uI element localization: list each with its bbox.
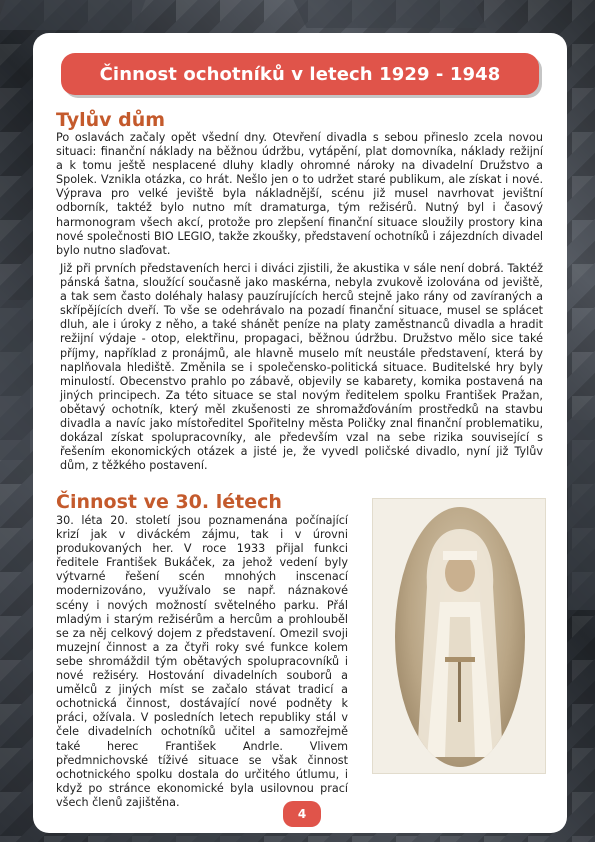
stone-texture bbox=[568, 420, 595, 610]
stone-texture bbox=[90, 832, 250, 842]
section-heading-tyluv-dum: Tylův dům bbox=[56, 109, 166, 131]
historical-photo bbox=[372, 498, 546, 774]
paragraph-tyluv-dum-2: Již při prvních představeních herci i diváci zjistili, že akustika v sále není dobrá. Taktéž pánská šatna, sloužící současně jako maskérna, nebyla zvukově izolována od jeviště, a tak sem často doléhaly halasy pauzírujících herců stejně jako rány od zavíraných a skřípějících dveří. To vše se odehrávalo na pozadí finanční situace, musel se splácet dluh, ale i úroky z něho, a také shánět peníze na platy zaměstnanců divadla a hradit režijní výdaje - otop, elektřinu, propagaci, běžnou údržbu. Družstvo mělo sice také příjmy, například z pronájmů, ale hlavně muselo mít neustále představení, která by naplňovala hlediště. Změnila se i společensko-politická situace. Buditelské hry byly minulostí. Obecenstvo prahlo po zábavě, objevily se kabarety, komika postavená na jiných principech. Za této situace se stal novým ředitelem spolku František Pražan, obětavý ochotník, který měl zkušenosti ze shromažďováním prostředků na stavbu divadla a navíc jako místoředitel Spořitelny města Poličky znal finanční problematiku, dokázal získat spolupracovníky, ale především vzal na sebe rizika související s řešením ekonomických otázek a jisté je, že vyvedl poličské divadlo, nyní již Tylův dům, z těžkého postavení. bbox=[60, 262, 543, 473]
page-number: 4 bbox=[297, 807, 307, 821]
actress-portrait-image bbox=[395, 507, 525, 767]
page-title: Činnost ochotníků v letech 1929 - 1948 bbox=[99, 63, 501, 85]
stone-texture bbox=[0, 0, 145, 30]
paragraph-tyluv-dum-1: Po oslavách začaly opět všední dny. Otevření divadla s sebou přineslo zcela novou situaci: finanční náklady na běžnou údržbu, vytápění, plat domovníka, náklady režijní a k tomu ještě nesplacené dluhy kladly ohromné nároky na divadelní Družstvo a Spolek. Vznikla otázka, co hrát. Nešlo jen o to udržet staré publikum, ale získat i nové. Výprava pro velké jeviště byla nákladnější, scénu již musel navrhovat jevištní odborník, taktéž bylo nutno mít dramaturga, tým režisérů. Nutný byl i časový harmonogram všech akcí, protože pro zlepšení finanční situace sloužily prostory kina nové společnosti BIO LEGIO, takže zkoušky, představení ochotníků i zájezdních divadel bylo nutno slaďovat. bbox=[56, 131, 543, 257]
stone-texture bbox=[0, 300, 30, 460]
actress-figure-icon bbox=[395, 507, 525, 767]
stone-texture bbox=[293, 0, 486, 28]
paragraph-30-leta: 30. léta 20. století jsou poznamenána počínající krizí jak v diváckém zájmu, tak i v úrovni produkovaných her. V roce 1933 přijal funkci ředitele František Bukáček, za jehož vedení byly výtvarné řešení scén mnohých inscenací modernizováno, využívalo se např. náznakové scény i nových možností světelného parku. Přál mladým i starým režisérům a hercům a prohlouběl se za něj celkový dojem z představení. Omezil svoji muzejní činnost a za čtyři roky své funkce kolem sebe shromáždil tým obětavých spolupracovníků i nové režiséry. Hostování divadelních souborů a umělců z jiných míst se začalo stávat tradicí a ochotnická činnost, dostávající nové podněty k práci, ožívala. V posledních letech republiky stál v čele divadelních ochotníků učitel a samozřejmě také herec František Andrle. Vlivem předmnichovské tíživé situace se však činnost ochotnického spolku dostala do určitého útlumu, i když po stránce ekonomické byla usilovnou prací všech členů zajištěna. bbox=[56, 514, 348, 809]
section-heading-30-leta: Činnost ve 30. létech bbox=[56, 491, 282, 513]
page-number-badge bbox=[283, 801, 321, 827]
title-banner bbox=[61, 53, 539, 95]
